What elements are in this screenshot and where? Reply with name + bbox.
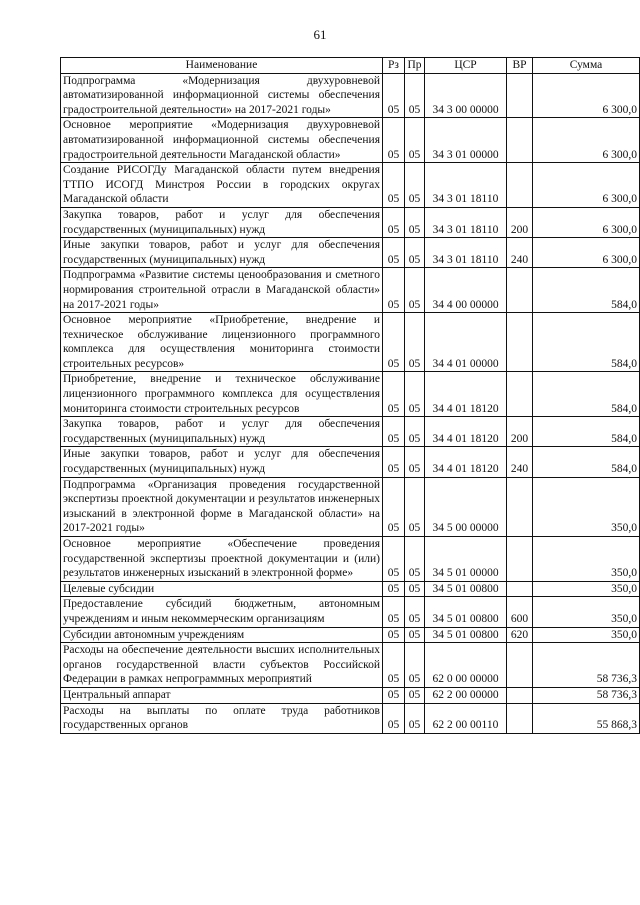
row-csr: 34 3 01 18110 [425,238,507,268]
row-sum: 350,0 [533,597,640,627]
row-rz: 05 [383,581,405,597]
row-pr: 05 [405,477,425,536]
table-row [61,207,640,237]
row-name: Расходы на обеспечение деятельности высших исполнительных органов государственной власти субъектов Российской Федерации в рамках непрограммных мероприятий [61,643,383,688]
table-row [61,643,640,688]
row-sum: 350,0 [533,537,640,582]
row-vr [507,118,533,163]
row-name: Основное мероприятие «Модернизация двухуровневой автоматизированной информационной системы обеспечения градостроительной деятельности Магаданской области» [61,118,383,163]
row-pr: 05 [405,643,425,688]
row-pr: 05 [405,447,425,477]
row-csr: 34 3 00 00000 [425,73,507,118]
row-pr: 05 [405,238,425,268]
row-csr: 62 2 00 00110 [425,703,507,733]
row-sum: 584,0 [533,372,640,417]
header-rz: Рз [383,58,405,74]
row-pr: 05 [405,581,425,597]
row-rz: 05 [383,627,405,643]
row-csr: 34 4 00 00000 [425,268,507,313]
row-sum: 6 300,0 [533,207,640,237]
table-row [61,687,640,703]
row-name: Подпрограмма «Организация проведения государственной экспертизы проектной документации и результатов инженерных изысканий в электронной форме в Магаданской области» на 2017-2021 годы» [61,477,383,536]
row-vr: 200 [507,207,533,237]
header-pr: Пр [405,58,425,74]
table-row [61,627,640,643]
row-name: Основное мероприятие «Обеспечение проведения государственной экспертизы проектной документации и (или) результатов инженерных изысканий в электронной форме» [61,537,383,582]
row-name: Центральный аппарат [61,687,383,703]
row-name: Предоставление субсидий бюджетным, автономным учреждениям и иным некоммерческим организациям [61,597,383,627]
row-csr: 62 2 00 00000 [425,687,507,703]
row-csr: 34 3 01 00000 [425,118,507,163]
row-rz: 05 [383,703,405,733]
row-pr: 05 [405,163,425,208]
row-csr: 62 0 00 00000 [425,643,507,688]
row-rz: 05 [383,118,405,163]
row-pr: 05 [405,687,425,703]
row-sum: 55 868,3 [533,703,640,733]
row-sum: 584,0 [533,447,640,477]
row-rz: 05 [383,313,405,372]
row-name: Целевые субсидии [61,581,383,597]
row-vr [507,268,533,313]
table-row [61,703,640,733]
row-sum: 584,0 [533,313,640,372]
row-pr: 05 [405,703,425,733]
row-vr [507,643,533,688]
table-row [61,238,640,268]
row-vr: 600 [507,597,533,627]
row-name: Создание РИСОГДу Магаданской области путем внедрения ТТПО ИСОГД Минстроя России в городских округах Магаданской области [61,163,383,208]
row-vr [507,703,533,733]
row-csr: 34 5 01 00000 [425,537,507,582]
row-pr: 05 [405,313,425,372]
row-csr: 34 5 01 00800 [425,627,507,643]
row-sum: 584,0 [533,268,640,313]
table-row [61,417,640,447]
row-pr: 05 [405,627,425,643]
table-row [61,313,640,372]
table-header-row [61,58,640,74]
row-csr: 34 3 01 18110 [425,207,507,237]
row-csr: 34 4 01 18120 [425,417,507,447]
row-csr: 34 5 00 00000 [425,477,507,536]
row-rz: 05 [383,238,405,268]
page-number: 61 [313,27,327,42]
row-csr: 34 5 01 00800 [425,581,507,597]
row-vr: 240 [507,238,533,268]
table-row [61,73,640,118]
row-name: Подпрограмма «Модернизация двухуровневой автоматизированной информационной системы обеспечения градостроительной деятельности» на 2017-2021 годы» [61,73,383,118]
row-name: Расходы на выплаты по оплате труда работников государственных органов [61,703,383,733]
row-pr: 05 [405,537,425,582]
row-vr [507,163,533,208]
table-row [61,597,640,627]
row-vr [507,537,533,582]
header-vr: ВР [507,58,533,74]
row-sum: 350,0 [533,477,640,536]
row-name: Приобретение, внедрение и техническое обслуживание лицензионного программного комплекса для осуществления мониторинга стоимости строительных ресурсов [61,372,383,417]
row-sum: 6 300,0 [533,118,640,163]
row-sum: 58 736,3 [533,643,640,688]
row-sum: 584,0 [533,417,640,447]
row-sum: 58 736,3 [533,687,640,703]
row-vr [507,687,533,703]
table-row [61,118,640,163]
row-rz: 05 [383,73,405,118]
row-sum: 6 300,0 [533,238,640,268]
row-csr: 34 4 01 18120 [425,372,507,417]
row-sum: 6 300,0 [533,73,640,118]
header-name: Наименование [61,58,383,74]
row-vr [507,581,533,597]
row-name: Субсидии автономным учреждениям [61,627,383,643]
row-name: Иные закупки товаров, работ и услуг для обеспечения государственных (муниципальных) нужд [61,238,383,268]
row-name: Подпрограмма «Развитие системы ценообразования и сметного нормирования строительной отрасли в Магаданской области» на 2017-2021 годы» [61,268,383,313]
row-rz: 05 [383,417,405,447]
table-row [61,372,640,417]
row-sum: 350,0 [533,627,640,643]
row-pr: 05 [405,118,425,163]
row-rz: 05 [383,447,405,477]
table-row [61,447,640,477]
row-vr: 200 [507,417,533,447]
table-row [61,581,640,597]
row-pr: 05 [405,372,425,417]
row-csr: 34 4 01 00000 [425,313,507,372]
row-sum: 6 300,0 [533,163,640,208]
header-csr: ЦСР [425,58,507,74]
row-pr: 05 [405,207,425,237]
table-row [61,268,640,313]
row-name: Основное мероприятие «Приобретение, внедрение и техническое обслуживание лицензионного программного комплекса для осуществления мониторинга стоимости строительных ресурсов» [61,313,383,372]
budget-table [60,57,640,734]
row-rz: 05 [383,537,405,582]
row-rz: 05 [383,477,405,536]
row-rz: 05 [383,372,405,417]
row-pr: 05 [405,268,425,313]
row-pr: 05 [405,73,425,118]
table-row [61,163,640,208]
row-csr: 34 3 01 18110 [425,163,507,208]
row-rz: 05 [383,163,405,208]
row-vr [507,73,533,118]
table-row [61,537,640,582]
row-rz: 05 [383,687,405,703]
row-pr: 05 [405,417,425,447]
row-rz: 05 [383,268,405,313]
header-sum: Сумма [533,58,640,74]
row-vr [507,313,533,372]
row-rz: 05 [383,597,405,627]
row-vr [507,477,533,536]
table-row [61,477,640,536]
row-sum: 350,0 [533,581,640,597]
row-vr: 620 [507,627,533,643]
row-rz: 05 [383,207,405,237]
row-vr: 240 [507,447,533,477]
row-name: Закупка товаров, работ и услуг для обеспечения государственных (муниципальных) нужд [61,417,383,447]
row-vr [507,372,533,417]
row-pr: 05 [405,597,425,627]
row-name: Закупка товаров, работ и услуг для обеспечения государственных (муниципальных) нужд [61,207,383,237]
row-csr: 34 5 01 00800 [425,597,507,627]
row-csr: 34 4 01 18120 [425,447,507,477]
row-name: Иные закупки товаров, работ и услуг для обеспечения государственных (муниципальных) нужд [61,447,383,477]
row-rz: 05 [383,643,405,688]
